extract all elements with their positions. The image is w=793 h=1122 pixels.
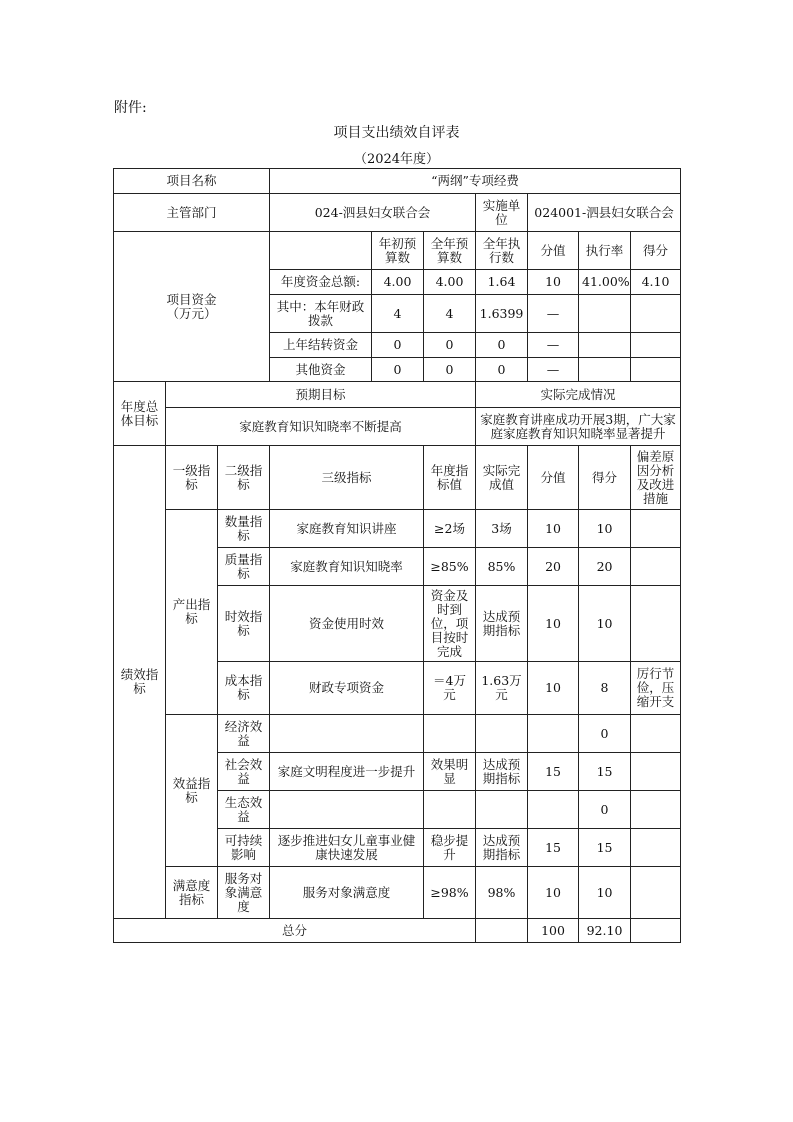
perf-header: 偏差原因分析及改进措施 [631,446,681,510]
funds-row-label: 上年结转资金 [270,333,372,358]
actual-value: 达成预期指标 [476,753,528,791]
level3-indicator: 家庭教育知识知晓率 [270,548,424,586]
level3-indicator: 家庭教育知识讲座 [270,510,424,548]
funds-cell: 4 [424,295,476,333]
perf-row [114,715,681,753]
score-value: 20 [528,548,579,586]
actual-value: 85% [476,548,528,586]
goals-header-row [114,382,681,408]
got-value: 15 [579,753,631,791]
target-value: 效果明显 [424,753,476,791]
got-value: 10 [579,586,631,662]
level3-indicator: 财政专项资金 [270,662,424,715]
deviation-reason [631,867,681,919]
deviation-reason [631,715,681,753]
funds-cell: 0 [424,358,476,382]
level2-indicator: 数量指标 [218,510,270,548]
funds-cell [631,358,681,382]
satisfaction-indicator-label: 满意度指标 [166,867,218,919]
got-value: 15 [579,829,631,867]
output-indicator-label: 产出指标 [166,510,218,715]
implementing-unit-label: 实施单位 [476,194,528,232]
funds-cell: 41.00% [579,270,631,295]
perf-header: 分值 [528,446,579,510]
self-evaluation-table [113,168,681,943]
perf-label: 绩效指标 [114,446,166,919]
deviation-reason [631,548,681,586]
total-blank [476,919,528,943]
level3-indicator: 资金使用时效 [270,586,424,662]
funds-header-row [114,232,681,270]
score-value: 10 [528,867,579,919]
perf-header: 二级指标 [218,446,270,510]
funds-cell: 4.10 [631,270,681,295]
actual-value [476,715,528,753]
got-value: 0 [579,715,631,753]
perf-header: 实际完成值 [476,446,528,510]
level2-indicator: 可持续影响 [218,829,270,867]
funds-cell: 4.00 [424,270,476,295]
perf-header: 三级指标 [270,446,424,510]
level3-indicator: 逐步推进妇女儿童事业健康快速发展 [270,829,424,867]
funds-cell: — [528,295,579,333]
deviation-reason [631,753,681,791]
level2-indicator: 时效指标 [218,586,270,662]
funds-cell: 10 [528,270,579,295]
level2-indicator: 生态效益 [218,791,270,829]
target-value [424,791,476,829]
funds-cell: 1.6399 [476,295,528,333]
level2-indicator: 经济效益 [218,715,270,753]
actual-completion-text: 家庭教育讲座成功开展3期，广大家庭家庭教育知识知晓率显著提升 [476,408,681,446]
target-value: 稳步提升 [424,829,476,867]
funds-cell: 0 [372,358,424,382]
project-name-row [114,169,681,194]
deviation-reason [631,586,681,662]
funds-label: 项目资金 （万元） [114,232,270,382]
form-title: 项目支出绩效自评表 [333,125,460,141]
total-score: 100 [528,919,579,943]
funds-cell: — [528,333,579,358]
perf-row [114,510,681,548]
funds-cell [631,333,681,358]
funds-cell: 4.00 [372,270,424,295]
project-name-value: “两纲”专项经费 [270,169,681,194]
target-value: ≥85% [424,548,476,586]
funds-header: 全年执行数 [476,232,528,270]
department-value: 024-泗县妇女联合会 [270,194,476,232]
score-value [528,715,579,753]
form-year: （2024年度） [353,152,440,167]
goals-content-row [114,408,681,446]
deviation-reason: 厉行节俭，压缩开支 [631,662,681,715]
annual-goal-label: 年度总体目标 [114,382,166,446]
funds-cell: 0 [372,333,424,358]
funds-cell [579,358,631,382]
score-value: 15 [528,753,579,791]
actual-value [476,791,528,829]
funds-cell: 1.64 [476,270,528,295]
implementing-unit-value: 024001-泗县妇女联合会 [528,194,681,232]
department-row [114,194,681,232]
funds-row-label: 年度资金总额: [270,270,372,295]
actual-value: 达成预期指标 [476,586,528,662]
funds-header: 得分 [631,232,681,270]
target-value: ＝4万元 [424,662,476,715]
project-name-label: 项目名称 [114,169,270,194]
level3-indicator: 服务对象满意度 [270,867,424,919]
total-reason [631,919,681,943]
total-label: 总分 [114,919,476,943]
perf-row [114,867,681,919]
funds-cell: — [528,358,579,382]
target-value: ≥2场 [424,510,476,548]
actual-value: 3场 [476,510,528,548]
funds-cell: 0 [424,333,476,358]
funds-header: 全年预算数 [424,232,476,270]
got-value: 10 [579,867,631,919]
funds-header: 年初预算数 [372,232,424,270]
attachment-label: 附件: [114,100,147,116]
score-value: 10 [528,586,579,662]
funds-header: 分值 [528,232,579,270]
expected-goal-text: 家庭教育知识知晓率不断提高 [166,408,476,446]
funds-row-label: 其他资金 [270,358,372,382]
total-got: 92.10 [579,919,631,943]
deviation-reason [631,791,681,829]
got-value: 10 [579,510,631,548]
score-value: 10 [528,662,579,715]
funds-cell [631,295,681,333]
expected-goal-label: 预期目标 [166,382,476,408]
perf-header: 得分 [579,446,631,510]
level2-indicator: 服务对象满意度 [218,867,270,919]
level2-indicator: 社会效益 [218,753,270,791]
funds-cell [579,295,631,333]
perf-header-row [114,446,681,510]
department-label: 主管部门 [114,194,270,232]
score-value [528,791,579,829]
target-value: 资金及时到位，项目按时完成 [424,586,476,662]
got-value: 8 [579,662,631,715]
deviation-reason [631,510,681,548]
target-value: ≥98% [424,867,476,919]
actual-value: 达成预期指标 [476,829,528,867]
funds-cell [579,333,631,358]
target-value [424,715,476,753]
level3-indicator [270,791,424,829]
benefit-indicator-label: 效益指标 [166,715,218,867]
funds-cell: 4 [372,295,424,333]
score-value: 15 [528,829,579,867]
score-value: 10 [528,510,579,548]
perf-header: 年度指标值 [424,446,476,510]
level3-indicator: 家庭文明程度进一步提升 [270,753,424,791]
actual-value: 98% [476,867,528,919]
perf-header: 一级指标 [166,446,218,510]
level3-indicator [270,715,424,753]
funds-cell: 0 [476,333,528,358]
level2-indicator: 成本指标 [218,662,270,715]
total-row [114,919,681,943]
funds-header: 执行率 [579,232,631,270]
got-value: 0 [579,791,631,829]
actual-completion-label: 实际完成情况 [476,382,681,408]
funds-cell: 0 [476,358,528,382]
actual-value: 1.63万元 [476,662,528,715]
deviation-reason [631,829,681,867]
got-value: 20 [579,548,631,586]
funds-blank-header [270,232,372,270]
level2-indicator: 质量指标 [218,548,270,586]
funds-row-label: 其中：本年财政拨款 [270,295,372,333]
